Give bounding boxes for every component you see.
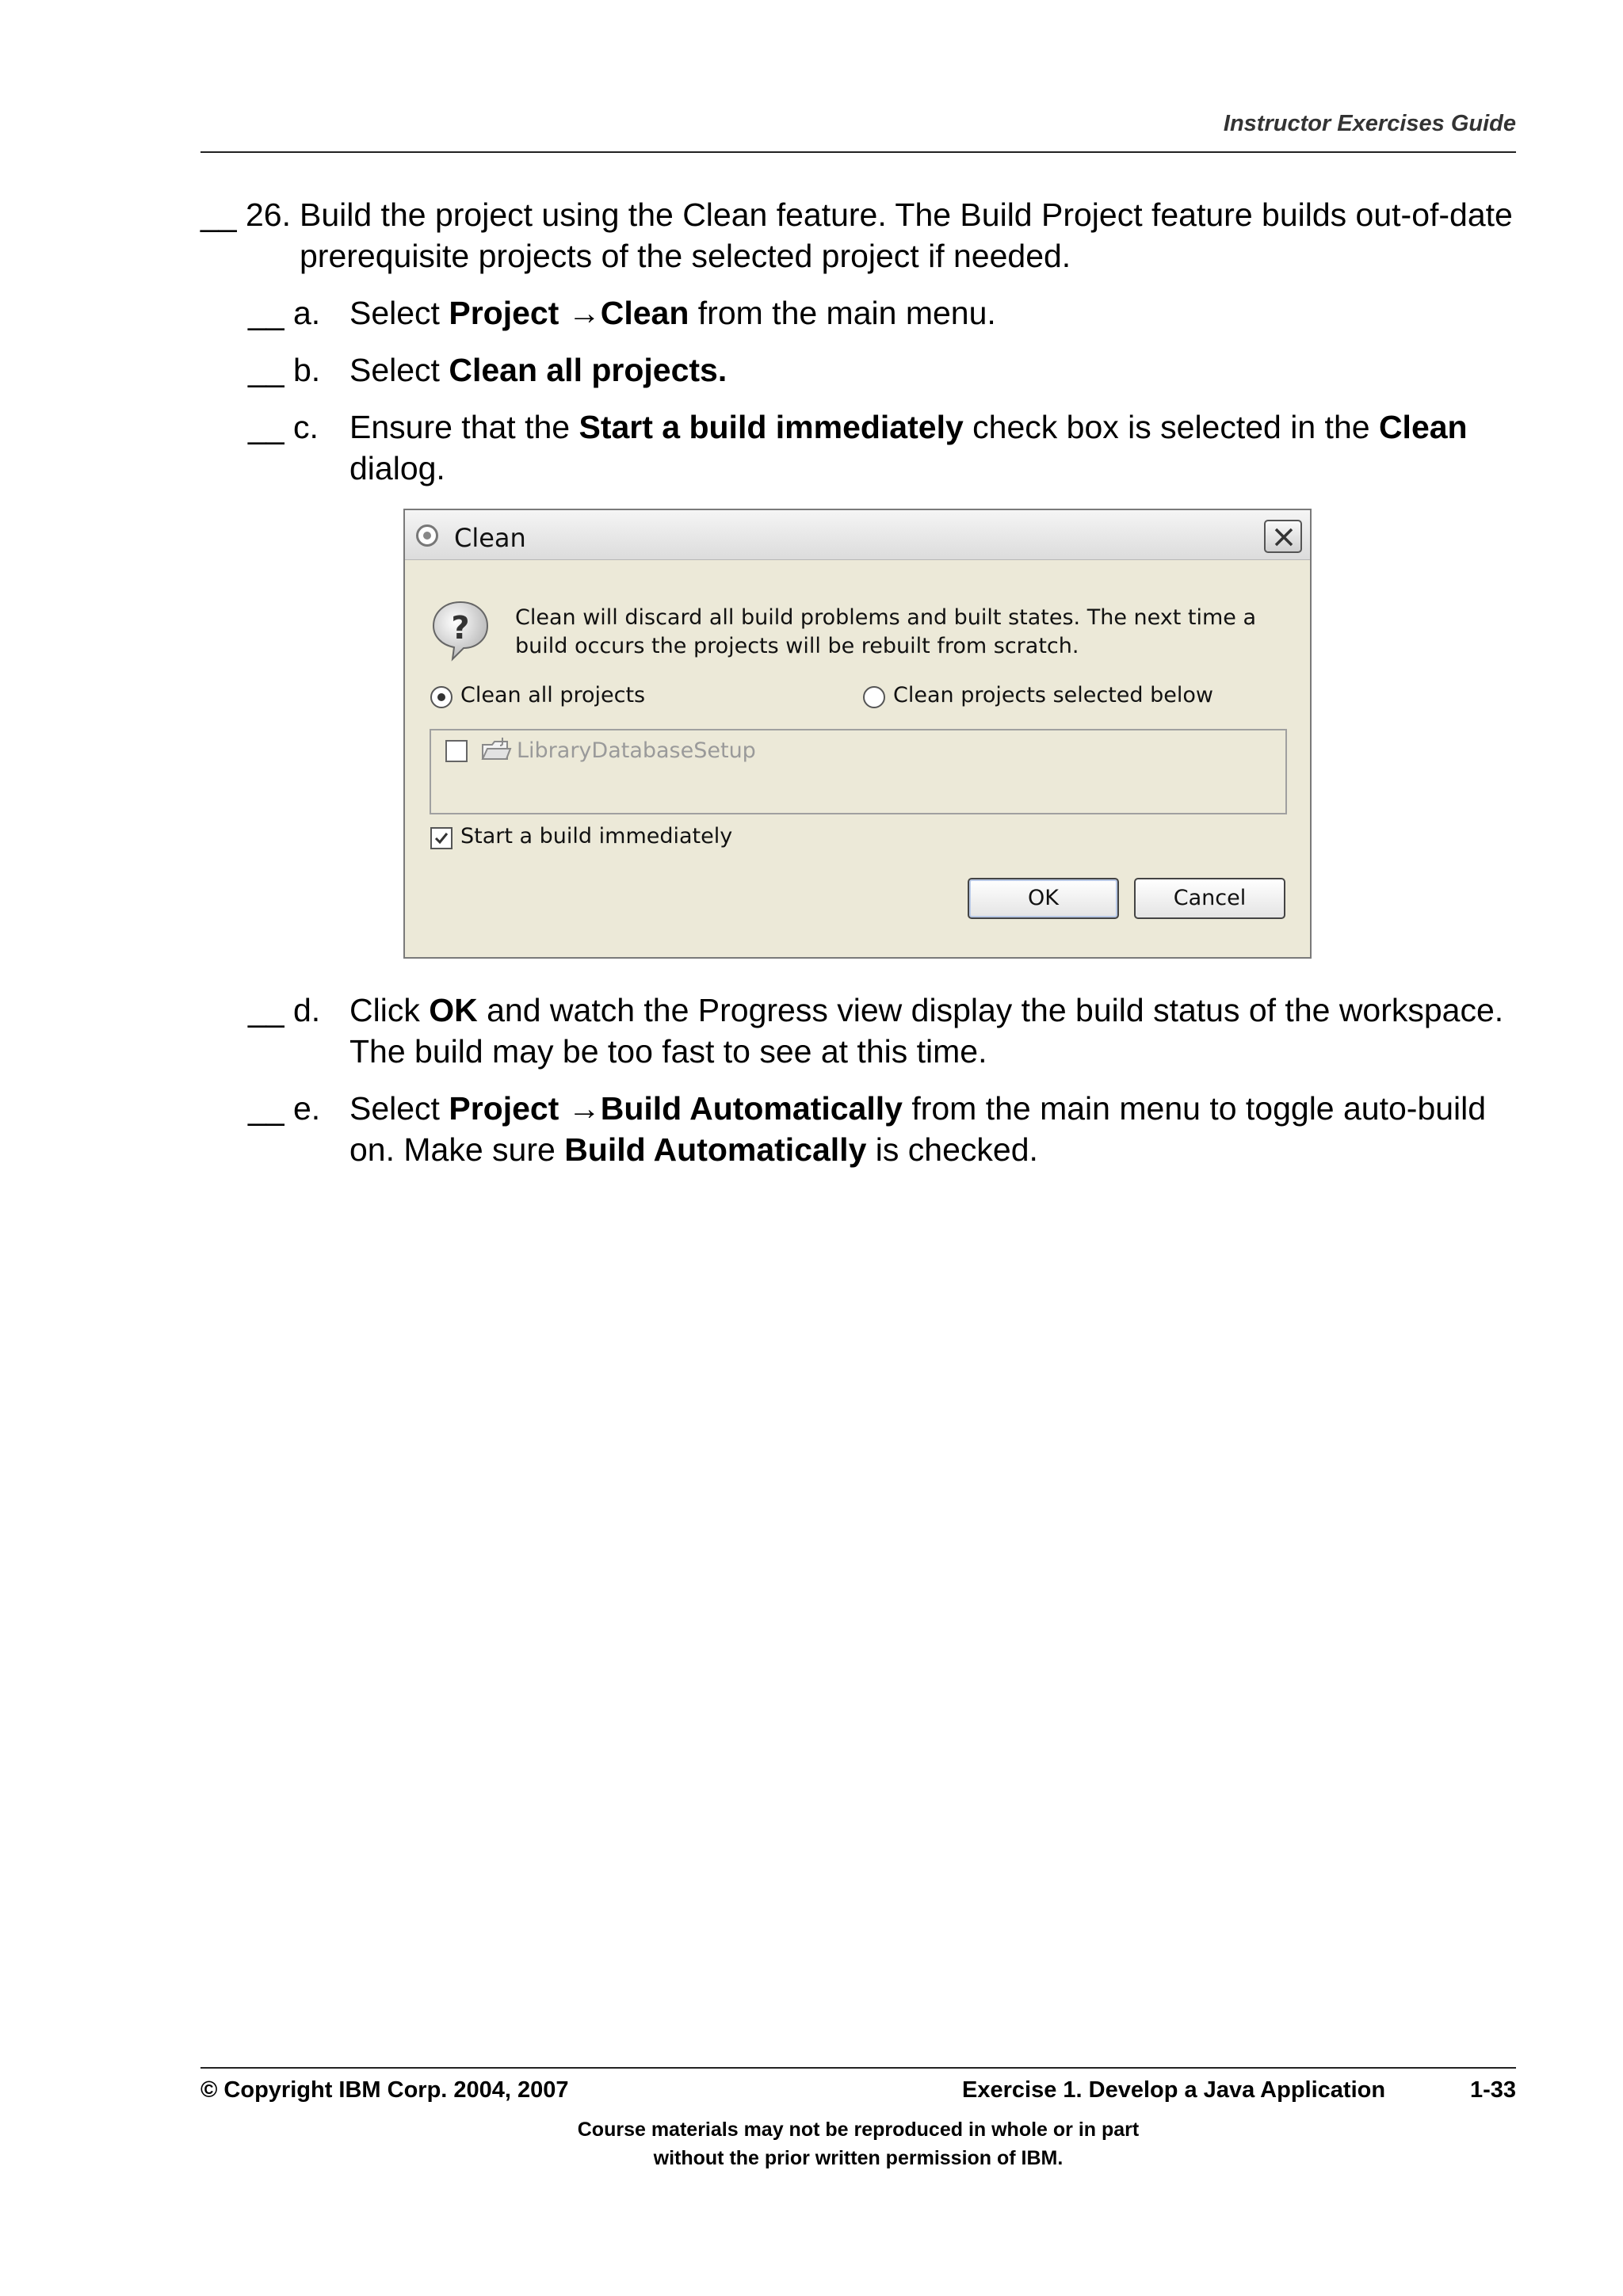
footer-exercise-title: Exercise 1. Develop a Java Application xyxy=(962,2077,1386,2103)
project-label: LibraryDatabaseSetup xyxy=(517,738,756,763)
footer-notice: Course materials may not be reproduced in whole or in part without the prior written permission of IBM. xyxy=(577,2119,1140,2169)
ok-button[interactable]: OK xyxy=(968,878,1119,919)
project-folder-icon xyxy=(480,737,512,764)
step-text: Build the project using the Clean feature. The Build Project feature builds out-of-date prerequisite projects of the selected project if needed. xyxy=(300,196,1513,274)
substep-c xyxy=(248,406,1524,489)
substep-text: Select Project →Build Automatically from the main menu to toggle auto-build on. Make sure Build Automatically is checked. xyxy=(349,1090,1487,1168)
radio-clean-selected-label[interactable]: Clean projects selected below xyxy=(893,683,1213,707)
question-icon xyxy=(429,599,492,662)
eclipse-icon xyxy=(416,524,438,547)
step-26 xyxy=(200,194,1524,277)
substep-e xyxy=(248,1088,1524,1170)
substep-text: Select Clean all projects. xyxy=(349,352,727,388)
substep-label: __ e. xyxy=(248,1090,321,1127)
close-button[interactable] xyxy=(1264,520,1302,553)
substep-label: __ d. xyxy=(248,992,321,1028)
footer-copyright: © Copyright IBM Corp. 2004, 2007 xyxy=(200,2077,569,2103)
substep-text: Ensure that the Start a build immediately check box is selected in the Clean dialog. xyxy=(349,409,1468,486)
dialog-message: Clean will discard all build problems and built states. The next time a build occurs the projects will be rebuilt from scratch. xyxy=(515,605,1257,658)
svg-text:?: ? xyxy=(451,610,470,646)
substep-b xyxy=(248,349,1524,391)
dialog-titlebar xyxy=(405,510,1310,560)
dialog-title: Clean xyxy=(454,523,526,553)
build-checkbox[interactable] xyxy=(430,827,453,849)
cancel-button[interactable]: Cancel xyxy=(1134,878,1285,919)
running-header: Instructor Exercises Guide xyxy=(1223,111,1516,136)
build-checkbox-label[interactable]: Start a build immediately xyxy=(460,824,733,849)
substep-text: Select Project →Clean from the main menu. xyxy=(349,295,996,331)
radio-clean-selected[interactable] xyxy=(863,686,885,708)
radio-clean-all[interactable] xyxy=(430,686,453,708)
radio-clean-all-label[interactable]: Clean all projects xyxy=(460,683,646,707)
header-rule xyxy=(200,151,1516,153)
substep-label: __ a. xyxy=(248,295,321,331)
close-icon xyxy=(1274,527,1294,547)
footer-rule xyxy=(200,2067,1516,2069)
step-number: __ 26. xyxy=(200,196,291,233)
page-number: 1-33 xyxy=(1469,2077,1516,2103)
clean-dialog xyxy=(403,509,1312,959)
substep-d xyxy=(248,990,1524,1072)
project-list xyxy=(430,729,1287,814)
substep-label: __ c. xyxy=(248,409,319,445)
project-checkbox xyxy=(445,740,468,762)
substep-label: __ b. xyxy=(248,352,321,388)
substep-text: Click OK and watch the Progress view display the build status of the workspace. The build may be too fast to see at this time. xyxy=(349,992,1504,1070)
checkmark-icon xyxy=(433,830,449,846)
substep-a xyxy=(248,292,1524,334)
